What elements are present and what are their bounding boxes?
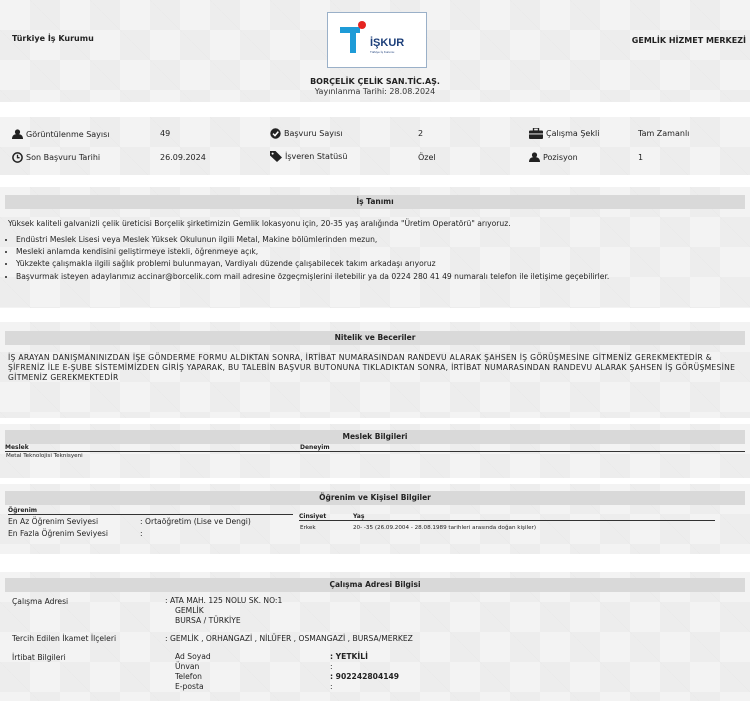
svg-text:İŞKUR: İŞKUR xyxy=(370,37,405,49)
contact-fields xyxy=(175,652,211,692)
check-circle-icon xyxy=(270,128,281,139)
list-item: • Yükzekte çalışmakla ilgili sağlık problemi bulunmayan, Vardiyalı düzende çalışabilecek takım arkadaşı arıyoruz xyxy=(16,258,750,270)
job-requirements-list xyxy=(0,234,750,283)
phone-label: Telefon xyxy=(175,672,202,681)
skills-text: İŞ ARAYAN DANIŞMANINIZDAN İŞE GÖNDERME FORMU ALDIKTAN SONRA, İRTİBAT NUMARASINDAN RANDEVU ALARAK ŞAHSEN İŞ GÖRÜŞMESİNE GİTMENİZ GEREKMEKTEDİR & ŞİFRENİZ İLE E-ŞUBE SİSTEMİMİZDEN GİRİŞ YAPARAK, BU TALEBİN BAŞVUR BUTONUNA TIKLADIKTAN SONRA, İRTİBAT NUMARASINDAN RANDEVU ALARAK ŞAHSEN İŞ GÖRÜŞMESİNE GİTMENİZ GEREKMEKTEDİR xyxy=(8,353,736,382)
age-col: Yaş xyxy=(353,513,365,520)
work-address-label: Çalışma Adresi xyxy=(12,597,69,606)
views-value: 49 xyxy=(160,129,171,138)
job-intro: Yüksek kaliteli galvanizli çelik üreticisi Borçelik şirketimizin Gemlik lokasyonu için, 20-35 yaş aralığında "Üretim Operatörü" arıyoruz. xyxy=(8,219,511,228)
email-label: E-posta xyxy=(175,682,204,691)
max-edu-label: En Fazla Öğrenim Seviyesi xyxy=(8,529,108,538)
worktype-label: Çalışma Şekli xyxy=(529,128,599,139)
iskur-logo-icon xyxy=(328,13,426,67)
education-title: Öğrenim ve Kişisel Bilgiler xyxy=(5,491,745,505)
iskur-logo xyxy=(327,12,427,68)
title-value: : xyxy=(330,662,333,671)
profession-value: Metal Teknolojisi Teknisyeni xyxy=(6,453,83,459)
list-item: • Mesleki anlamda kendisini geliştirmeye istekli, öğrenmeye açık, xyxy=(16,246,750,258)
min-edu-label: En Az Öğrenim Seviyesi xyxy=(8,517,99,526)
service-center: GEMLİK HİZMET MERKEZİ xyxy=(631,36,746,45)
personal-table-header xyxy=(299,513,715,521)
tag-icon xyxy=(270,151,282,162)
position-value: 1 xyxy=(638,153,644,162)
education-head: Öğrenim xyxy=(8,507,293,515)
experience-col: Deneyim xyxy=(300,444,330,451)
list-item: • Endüstri Meslek Lisesi veya Meslek Yüksek Okulunun ilgili Metal, Makine bölümlerinden mezun, xyxy=(16,234,750,246)
preferred-districts-value: : GEMLİK , ORHANGAZİ , NİLÜFER , OSMANGAZİ , BURSA/MERKEZ xyxy=(165,634,413,643)
company-name: BORÇELİK ÇELİK SAN.TİC.AŞ. xyxy=(310,77,440,86)
education-section xyxy=(0,484,750,554)
age-value: 20- -35 (26.09.2004 - 28.08.1989 tarihleri arasında doğan kişiler) xyxy=(353,525,537,531)
preferred-districts-label: Tercih Edilen İkamet İlçeleri xyxy=(12,634,117,643)
contact-label: İrtibat Bilgileri xyxy=(12,653,66,662)
title-label: Ünvan xyxy=(175,662,200,671)
work-address-title: Çalışma Adresi Bilgisi xyxy=(5,578,745,592)
profession-title: Meslek Bilgileri xyxy=(5,430,745,444)
publish-date: Yayınlanma Tarihi: 28.08.2024 xyxy=(314,87,436,96)
phone-value: : 902242804149 xyxy=(330,672,400,681)
deadline-label: Son Başvuru Tarihi xyxy=(12,152,100,163)
profession-section xyxy=(0,424,750,478)
job-description-title: İş Tanımı xyxy=(5,195,745,209)
skills-title: Nitelik ve Beceriler xyxy=(5,331,745,345)
name-label: Ad Soyad xyxy=(175,652,211,661)
min-edu-value: : Ortaöğretim (Lise ve Dengi) xyxy=(140,517,251,526)
list-item: • Başvurmak isteyen adaylarımız accinar@borcelik.com mail adresine özgeçmişlerini iletebilir ya da 0224 280 41 49 numaralı telefon ile iletişime geçebilirler. xyxy=(16,271,750,283)
deadline-value: 26.09.2024 xyxy=(160,153,206,162)
email-value: : xyxy=(330,682,333,691)
max-edu-value: : xyxy=(140,529,143,538)
org-name: Türkiye İş Kurumu xyxy=(12,34,94,43)
briefcase-icon xyxy=(529,128,543,139)
skills-section xyxy=(0,322,750,418)
gender-value: Erkek xyxy=(300,525,316,531)
gender-col: Cinsiyet xyxy=(299,513,327,520)
profession-col: Meslek xyxy=(5,444,29,451)
user-icon xyxy=(12,129,23,139)
worktype-value: Tam Zamanlı xyxy=(638,129,690,138)
name-value: : YETKİLİ xyxy=(330,652,368,661)
job-description-section xyxy=(0,187,750,308)
user-icon xyxy=(529,152,540,162)
clock-icon xyxy=(12,152,23,163)
contact-values xyxy=(330,652,399,692)
work-address-section xyxy=(0,572,750,701)
apps-label: Başvuru Sayısı xyxy=(270,128,343,139)
employer-label: İşveren Statüsü xyxy=(270,151,347,162)
views-label: Görüntülenme Sayısı xyxy=(12,129,110,139)
employer-value: Özel xyxy=(418,153,436,162)
svg-text:Türkiye İş Kurumu: Türkiye İş Kurumu xyxy=(370,50,395,54)
stats-panel xyxy=(0,117,750,175)
position-label: Pozisyon xyxy=(529,152,578,162)
work-address-value: : ATA MAH. 125 NOLU SK. NO:1 GEMLİK BURSA / TÜRKİYE xyxy=(165,596,283,625)
apps-value: 2 xyxy=(418,129,424,138)
profession-table-header xyxy=(5,444,745,452)
